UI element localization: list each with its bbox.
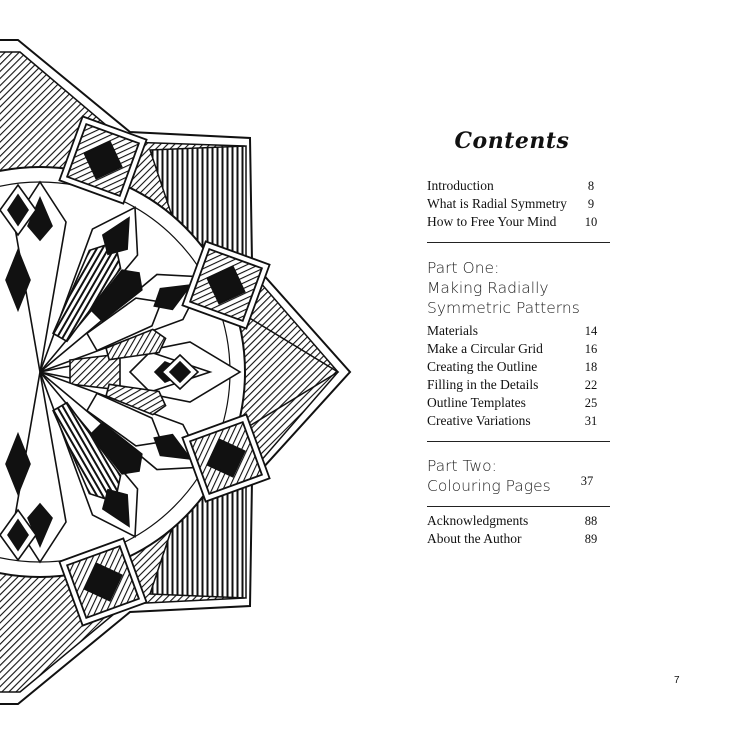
toc-entry-title: Outline Templates xyxy=(427,395,526,410)
toc-entry-title: Filling in the Details xyxy=(427,377,539,392)
toc-entry-title: How to Free Your Mind xyxy=(427,214,557,229)
toc-entry-radial-symmetry[interactable] xyxy=(427,195,602,213)
toc-entry-introduction[interactable] xyxy=(427,177,602,195)
toc-entry-title: Creative Variations xyxy=(427,413,531,428)
part-one-section xyxy=(427,322,602,430)
part-one-title xyxy=(427,258,607,318)
toc-entry-title: About the Author xyxy=(427,531,522,546)
toc-entry-page: 22 xyxy=(584,378,598,392)
part-two-page: 37 xyxy=(580,474,594,488)
toc-entry-page: 89 xyxy=(584,532,598,546)
toc-entry-title: Make a Circular Grid xyxy=(427,341,543,356)
contents-heading: Contents xyxy=(454,128,570,154)
page-number: 7 xyxy=(674,675,680,686)
toc-entry-title: Creating the Outline xyxy=(427,359,538,374)
section-divider xyxy=(427,242,610,243)
mandala-illustration xyxy=(0,0,360,744)
toc-entry-title: Materials xyxy=(427,323,478,338)
toc-entry-page: 9 xyxy=(587,197,595,211)
toc-entry-creating-outline[interactable] xyxy=(427,358,602,376)
toc-entry-page: 88 xyxy=(584,514,598,528)
part-two-title-line: Colouring Pages xyxy=(427,477,551,495)
toc-entry-acknowledgments[interactable] xyxy=(427,512,602,530)
toc-entry-filling-details[interactable] xyxy=(427,376,602,394)
toc-entry-free-your-mind[interactable] xyxy=(427,213,602,231)
toc-entry-circular-grid[interactable] xyxy=(427,340,602,358)
part-one-title-line: Symmetric Patterns xyxy=(427,299,580,317)
toc-entry-title: Introduction xyxy=(427,178,494,193)
end-section xyxy=(427,512,602,548)
toc-entry-page: 25 xyxy=(584,396,598,410)
part-two-title-line: Part Two: xyxy=(427,457,497,475)
toc-entry-outline-templates[interactable] xyxy=(427,394,602,412)
section-divider xyxy=(427,441,610,442)
toc-entry-materials[interactable] xyxy=(427,322,602,340)
toc-entry-page: 14 xyxy=(584,324,598,338)
part-one-title-line: Part One: xyxy=(427,259,500,277)
section-divider xyxy=(427,506,610,507)
toc-entry-creative-variations[interactable] xyxy=(427,412,602,430)
intro-section xyxy=(427,177,602,231)
toc-entry-page: 8 xyxy=(587,179,595,193)
toc-entry-page: 18 xyxy=(584,360,598,374)
toc-entry-title: What is Radial Symmetry xyxy=(427,196,567,211)
toc-entry-page: 16 xyxy=(584,342,598,356)
toc-entry-page: 31 xyxy=(584,414,598,428)
toc-entry-page: 10 xyxy=(584,215,598,229)
part-one-title-line: Making Radially xyxy=(427,279,549,297)
toc-entry-about-author[interactable] xyxy=(427,530,602,548)
toc-entry-title: Acknowledgments xyxy=(427,513,529,528)
